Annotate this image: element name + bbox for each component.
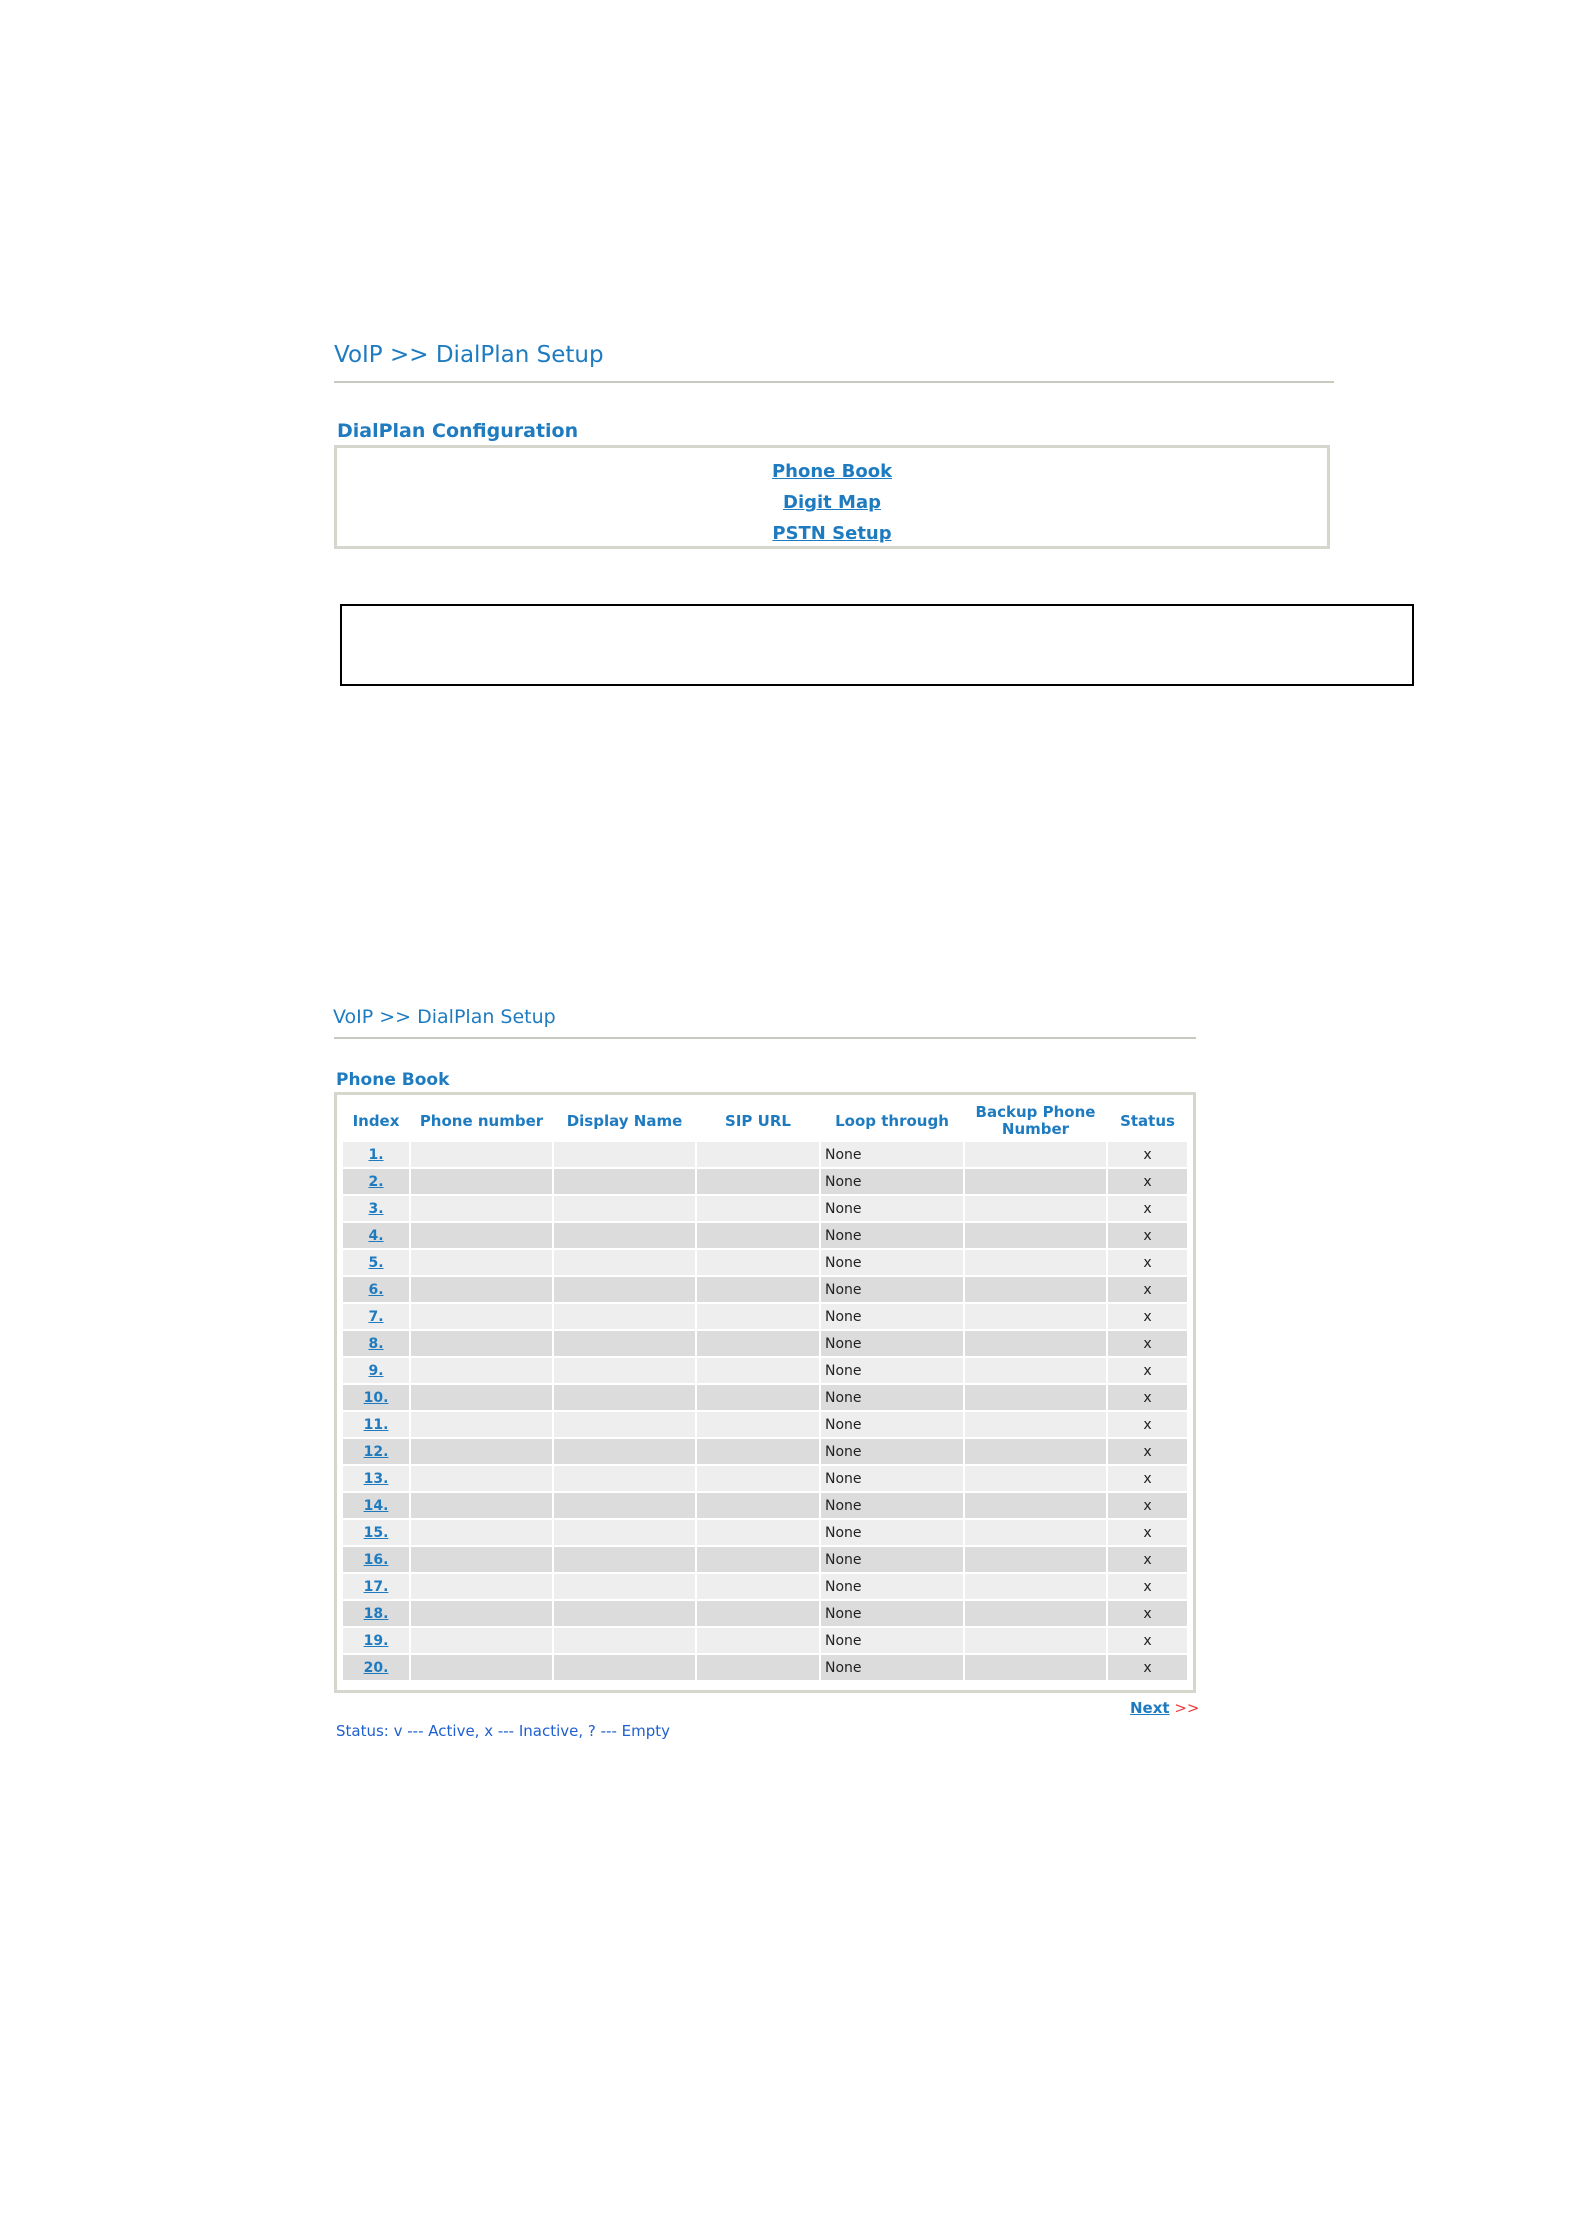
backup-phone-number-cell — [965, 1520, 1106, 1545]
index-cell — [343, 1196, 409, 1221]
table-row — [343, 1250, 1187, 1275]
dialplan-configuration-heading: DialPlan Configuration — [337, 420, 579, 442]
loop-through-cell: None — [821, 1628, 963, 1653]
status-cell: x — [1108, 1142, 1187, 1167]
index-link[interactable]: 6. — [368, 1281, 384, 1298]
table-row — [343, 1169, 1187, 1194]
backup-phone-number-cell — [965, 1412, 1106, 1437]
index-cell — [343, 1277, 409, 1302]
sip-url-cell — [697, 1493, 819, 1518]
index-cell — [343, 1385, 409, 1410]
sip-url-cell — [697, 1331, 819, 1356]
backup-phone-number-cell — [965, 1466, 1106, 1491]
table-row — [343, 1304, 1187, 1329]
table-row — [343, 1547, 1187, 1572]
display-name-cell — [554, 1439, 695, 1464]
index-link[interactable]: 3. — [368, 1200, 384, 1217]
table-row — [343, 1601, 1187, 1626]
status-cell: x — [1108, 1493, 1187, 1518]
loop-through-cell: None — [821, 1520, 963, 1545]
status-cell: x — [1108, 1385, 1187, 1410]
status-cell: x — [1108, 1601, 1187, 1626]
status-cell: x — [1108, 1547, 1187, 1572]
sip-url-cell — [697, 1547, 819, 1572]
phone-book-table — [341, 1100, 1189, 1682]
table-row — [343, 1358, 1187, 1383]
index-link[interactable]: 11. — [363, 1416, 389, 1433]
status-cell: x — [1108, 1439, 1187, 1464]
sip-url-cell — [697, 1520, 819, 1545]
display-name-cell — [554, 1412, 695, 1437]
index-link[interactable]: 17. — [363, 1578, 389, 1595]
loop-through-cell: None — [821, 1466, 963, 1491]
column-header-sip-url: SIP URL — [725, 1111, 791, 1130]
table-row — [343, 1223, 1187, 1248]
loop-through-cell: None — [821, 1574, 963, 1599]
backup-phone-number-cell — [965, 1655, 1106, 1680]
loop-through-cell: None — [821, 1358, 963, 1383]
index-cell — [343, 1358, 409, 1383]
table-row — [343, 1196, 1187, 1221]
index-link[interactable]: 12. — [363, 1443, 389, 1460]
sip-url-cell — [697, 1574, 819, 1599]
sip-url-cell — [697, 1412, 819, 1437]
table-row — [343, 1412, 1187, 1437]
index-cell — [343, 1628, 409, 1653]
column-header-index: Index — [352, 1111, 400, 1130]
backup-phone-number-cell — [965, 1223, 1106, 1248]
sip-url-cell — [697, 1196, 819, 1221]
phone-number-cell — [411, 1547, 552, 1572]
loop-through-cell: None — [821, 1142, 963, 1167]
index-link[interactable]: 16. — [363, 1551, 389, 1568]
table-row — [343, 1493, 1187, 1518]
index-cell — [343, 1250, 409, 1275]
phone-number-cell — [411, 1331, 552, 1356]
display-name-cell — [554, 1250, 695, 1275]
display-name-cell — [554, 1358, 695, 1383]
sip-url-cell — [697, 1142, 819, 1167]
sip-url-cell — [697, 1358, 819, 1383]
loop-through-cell: None — [821, 1412, 963, 1437]
sip-url-cell — [697, 1385, 819, 1410]
display-name-cell — [554, 1304, 695, 1329]
display-name-cell — [554, 1466, 695, 1491]
backup-phone-number-cell — [965, 1250, 1106, 1275]
loop-through-cell: None — [821, 1331, 963, 1356]
loop-through-cell: None — [821, 1304, 963, 1329]
phone-number-cell — [411, 1142, 552, 1167]
phone-number-cell — [411, 1196, 552, 1221]
phone-number-cell — [411, 1628, 552, 1653]
loop-through-cell: None — [821, 1493, 963, 1518]
empty-note-box — [340, 604, 1414, 686]
index-link[interactable]: 19. — [363, 1632, 389, 1649]
next-arrows-icon: >> — [1174, 1699, 1200, 1717]
table-row — [343, 1142, 1187, 1167]
index-link[interactable]: 15. — [363, 1524, 389, 1541]
display-name-cell — [554, 1655, 695, 1680]
index-cell — [343, 1574, 409, 1599]
loop-through-cell: None — [821, 1277, 963, 1302]
index-cell — [343, 1547, 409, 1572]
status-cell: x — [1108, 1655, 1187, 1680]
sip-url-cell — [697, 1277, 819, 1302]
pstn-setup-link[interactable]: PSTN Setup — [772, 523, 892, 544]
display-name-cell — [554, 1277, 695, 1302]
backup-phone-number-cell — [965, 1304, 1106, 1329]
display-name-cell — [554, 1601, 695, 1626]
index-cell — [343, 1439, 409, 1464]
phone-number-cell — [411, 1439, 552, 1464]
status-cell: x — [1108, 1412, 1187, 1437]
index-link[interactable]: 8. — [368, 1335, 384, 1352]
index-link[interactable]: 4. — [368, 1227, 384, 1244]
phone-number-cell — [411, 1493, 552, 1518]
phone-number-cell — [411, 1655, 552, 1680]
backup-phone-number-cell — [965, 1169, 1106, 1194]
status-cell: x — [1108, 1277, 1187, 1302]
loop-through-cell: None — [821, 1196, 963, 1221]
index-link[interactable]: 7. — [368, 1308, 384, 1325]
sip-url-cell — [697, 1250, 819, 1275]
backup-phone-number-cell — [965, 1331, 1106, 1356]
index-cell — [343, 1223, 409, 1248]
phone-number-cell — [411, 1466, 552, 1491]
sip-url-cell — [697, 1439, 819, 1464]
phone-number-cell — [411, 1385, 552, 1410]
status-cell: x — [1108, 1331, 1187, 1356]
status-cell: x — [1108, 1628, 1187, 1653]
index-cell — [343, 1520, 409, 1545]
index-link[interactable]: 1. — [368, 1146, 384, 1163]
index-link[interactable]: 2. — [368, 1173, 384, 1190]
sip-url-cell — [697, 1601, 819, 1626]
index-link[interactable]: 14. — [363, 1497, 389, 1514]
table-row — [343, 1439, 1187, 1464]
table-row — [343, 1520, 1187, 1545]
phone-number-cell — [411, 1304, 552, 1329]
loop-through-cell: None — [821, 1655, 963, 1680]
column-header-loop-through: Loop through — [835, 1111, 949, 1130]
phone-number-cell — [411, 1574, 552, 1599]
phone-book-heading: Phone Book — [336, 1070, 450, 1090]
title-divider — [334, 381, 1334, 383]
pagination-next — [1130, 1699, 1200, 1717]
table-row — [343, 1655, 1187, 1680]
backup-phone-number-cell — [965, 1142, 1106, 1167]
status-cell: x — [1108, 1223, 1187, 1248]
phone-number-cell — [411, 1250, 552, 1275]
backup-phone-number-cell — [965, 1574, 1106, 1599]
phone-number-cell — [411, 1169, 552, 1194]
backup-phone-number-cell — [965, 1601, 1106, 1626]
table-row — [343, 1628, 1187, 1653]
display-name-cell — [554, 1331, 695, 1356]
display-name-cell — [554, 1385, 695, 1410]
display-name-cell — [554, 1628, 695, 1653]
column-header-phone-number: Phone number — [419, 1111, 544, 1130]
index-cell — [343, 1169, 409, 1194]
display-name-cell — [554, 1574, 695, 1599]
phone-number-cell — [411, 1277, 552, 1302]
status-cell: x — [1108, 1304, 1187, 1329]
index-cell — [343, 1601, 409, 1626]
loop-through-cell: None — [821, 1547, 963, 1572]
table-header-row — [343, 1102, 1187, 1140]
index-cell — [343, 1331, 409, 1356]
index-link[interactable]: 9. — [368, 1362, 384, 1379]
index-link[interactable]: 10. — [363, 1389, 389, 1406]
index-cell — [343, 1655, 409, 1680]
loop-through-cell: None — [821, 1223, 963, 1248]
index-link[interactable]: 13. — [363, 1470, 389, 1487]
display-name-cell — [554, 1142, 695, 1167]
sip-url-cell — [697, 1655, 819, 1680]
index-cell — [343, 1142, 409, 1167]
index-cell — [343, 1304, 409, 1329]
backup-phone-number-cell — [965, 1358, 1106, 1383]
table-row — [343, 1574, 1187, 1599]
table-row — [343, 1385, 1187, 1410]
display-name-cell — [554, 1196, 695, 1221]
table-row — [343, 1466, 1187, 1491]
column-header-status: Status — [1120, 1111, 1175, 1130]
backup-phone-number-cell — [965, 1628, 1106, 1653]
phone-book-link[interactable]: Phone Book — [771, 461, 893, 482]
digit-map-link[interactable]: Digit Map — [783, 492, 881, 513]
phone-number-cell — [411, 1520, 552, 1545]
column-header-backup-phone-number: Backup Phone Number — [975, 1103, 1096, 1138]
index-cell — [343, 1466, 409, 1491]
index-link[interactable]: 5. — [368, 1254, 384, 1271]
display-name-cell — [554, 1520, 695, 1545]
index-cell — [343, 1412, 409, 1437]
index-link[interactable]: 18. — [363, 1605, 389, 1622]
phone-number-cell — [411, 1223, 552, 1248]
sip-url-cell — [697, 1169, 819, 1194]
loop-through-cell: None — [821, 1169, 963, 1194]
loop-through-cell: None — [821, 1250, 963, 1275]
column-header-display-name: Display Name — [566, 1111, 683, 1130]
status-cell: x — [1108, 1169, 1187, 1194]
backup-phone-number-cell — [965, 1547, 1106, 1572]
sip-url-cell — [697, 1304, 819, 1329]
display-name-cell — [554, 1169, 695, 1194]
sip-url-cell — [697, 1628, 819, 1653]
loop-through-cell: None — [821, 1601, 963, 1626]
status-cell: x — [1108, 1250, 1187, 1275]
phonebook-title-divider — [334, 1037, 1196, 1039]
backup-phone-number-cell — [965, 1385, 1106, 1410]
table-row — [343, 1331, 1187, 1356]
sip-url-cell — [697, 1466, 819, 1491]
status-legend: Status: v --- Active, x --- Inactive, ? --- Empty — [336, 1722, 671, 1740]
status-cell: x — [1108, 1358, 1187, 1383]
phone-number-cell — [411, 1358, 552, 1383]
display-name-cell — [554, 1547, 695, 1572]
backup-phone-number-cell — [965, 1439, 1106, 1464]
backup-phone-number-cell — [965, 1277, 1106, 1302]
backup-phone-number-cell — [965, 1196, 1106, 1221]
table-row — [343, 1277, 1187, 1302]
status-cell: x — [1108, 1196, 1187, 1221]
next-page-link[interactable]: Next — [1130, 1699, 1170, 1717]
loop-through-cell: None — [821, 1439, 963, 1464]
index-link[interactable]: 20. — [363, 1659, 389, 1676]
dialplan-configuration-panel — [334, 445, 1330, 549]
loop-through-cell: None — [821, 1385, 963, 1410]
status-cell: x — [1108, 1520, 1187, 1545]
phone-number-cell — [411, 1601, 552, 1626]
phone-number-cell — [411, 1412, 552, 1437]
phonebook-page-title: VoIP >> DialPlan Setup — [333, 1006, 556, 1028]
status-cell: x — [1108, 1574, 1187, 1599]
index-cell — [343, 1493, 409, 1518]
backup-phone-number-cell — [965, 1493, 1106, 1518]
display-name-cell — [554, 1493, 695, 1518]
display-name-cell — [554, 1223, 695, 1248]
page-title: VoIP >> DialPlan Setup — [334, 342, 604, 368]
status-cell: x — [1108, 1466, 1187, 1491]
sip-url-cell — [697, 1223, 819, 1248]
